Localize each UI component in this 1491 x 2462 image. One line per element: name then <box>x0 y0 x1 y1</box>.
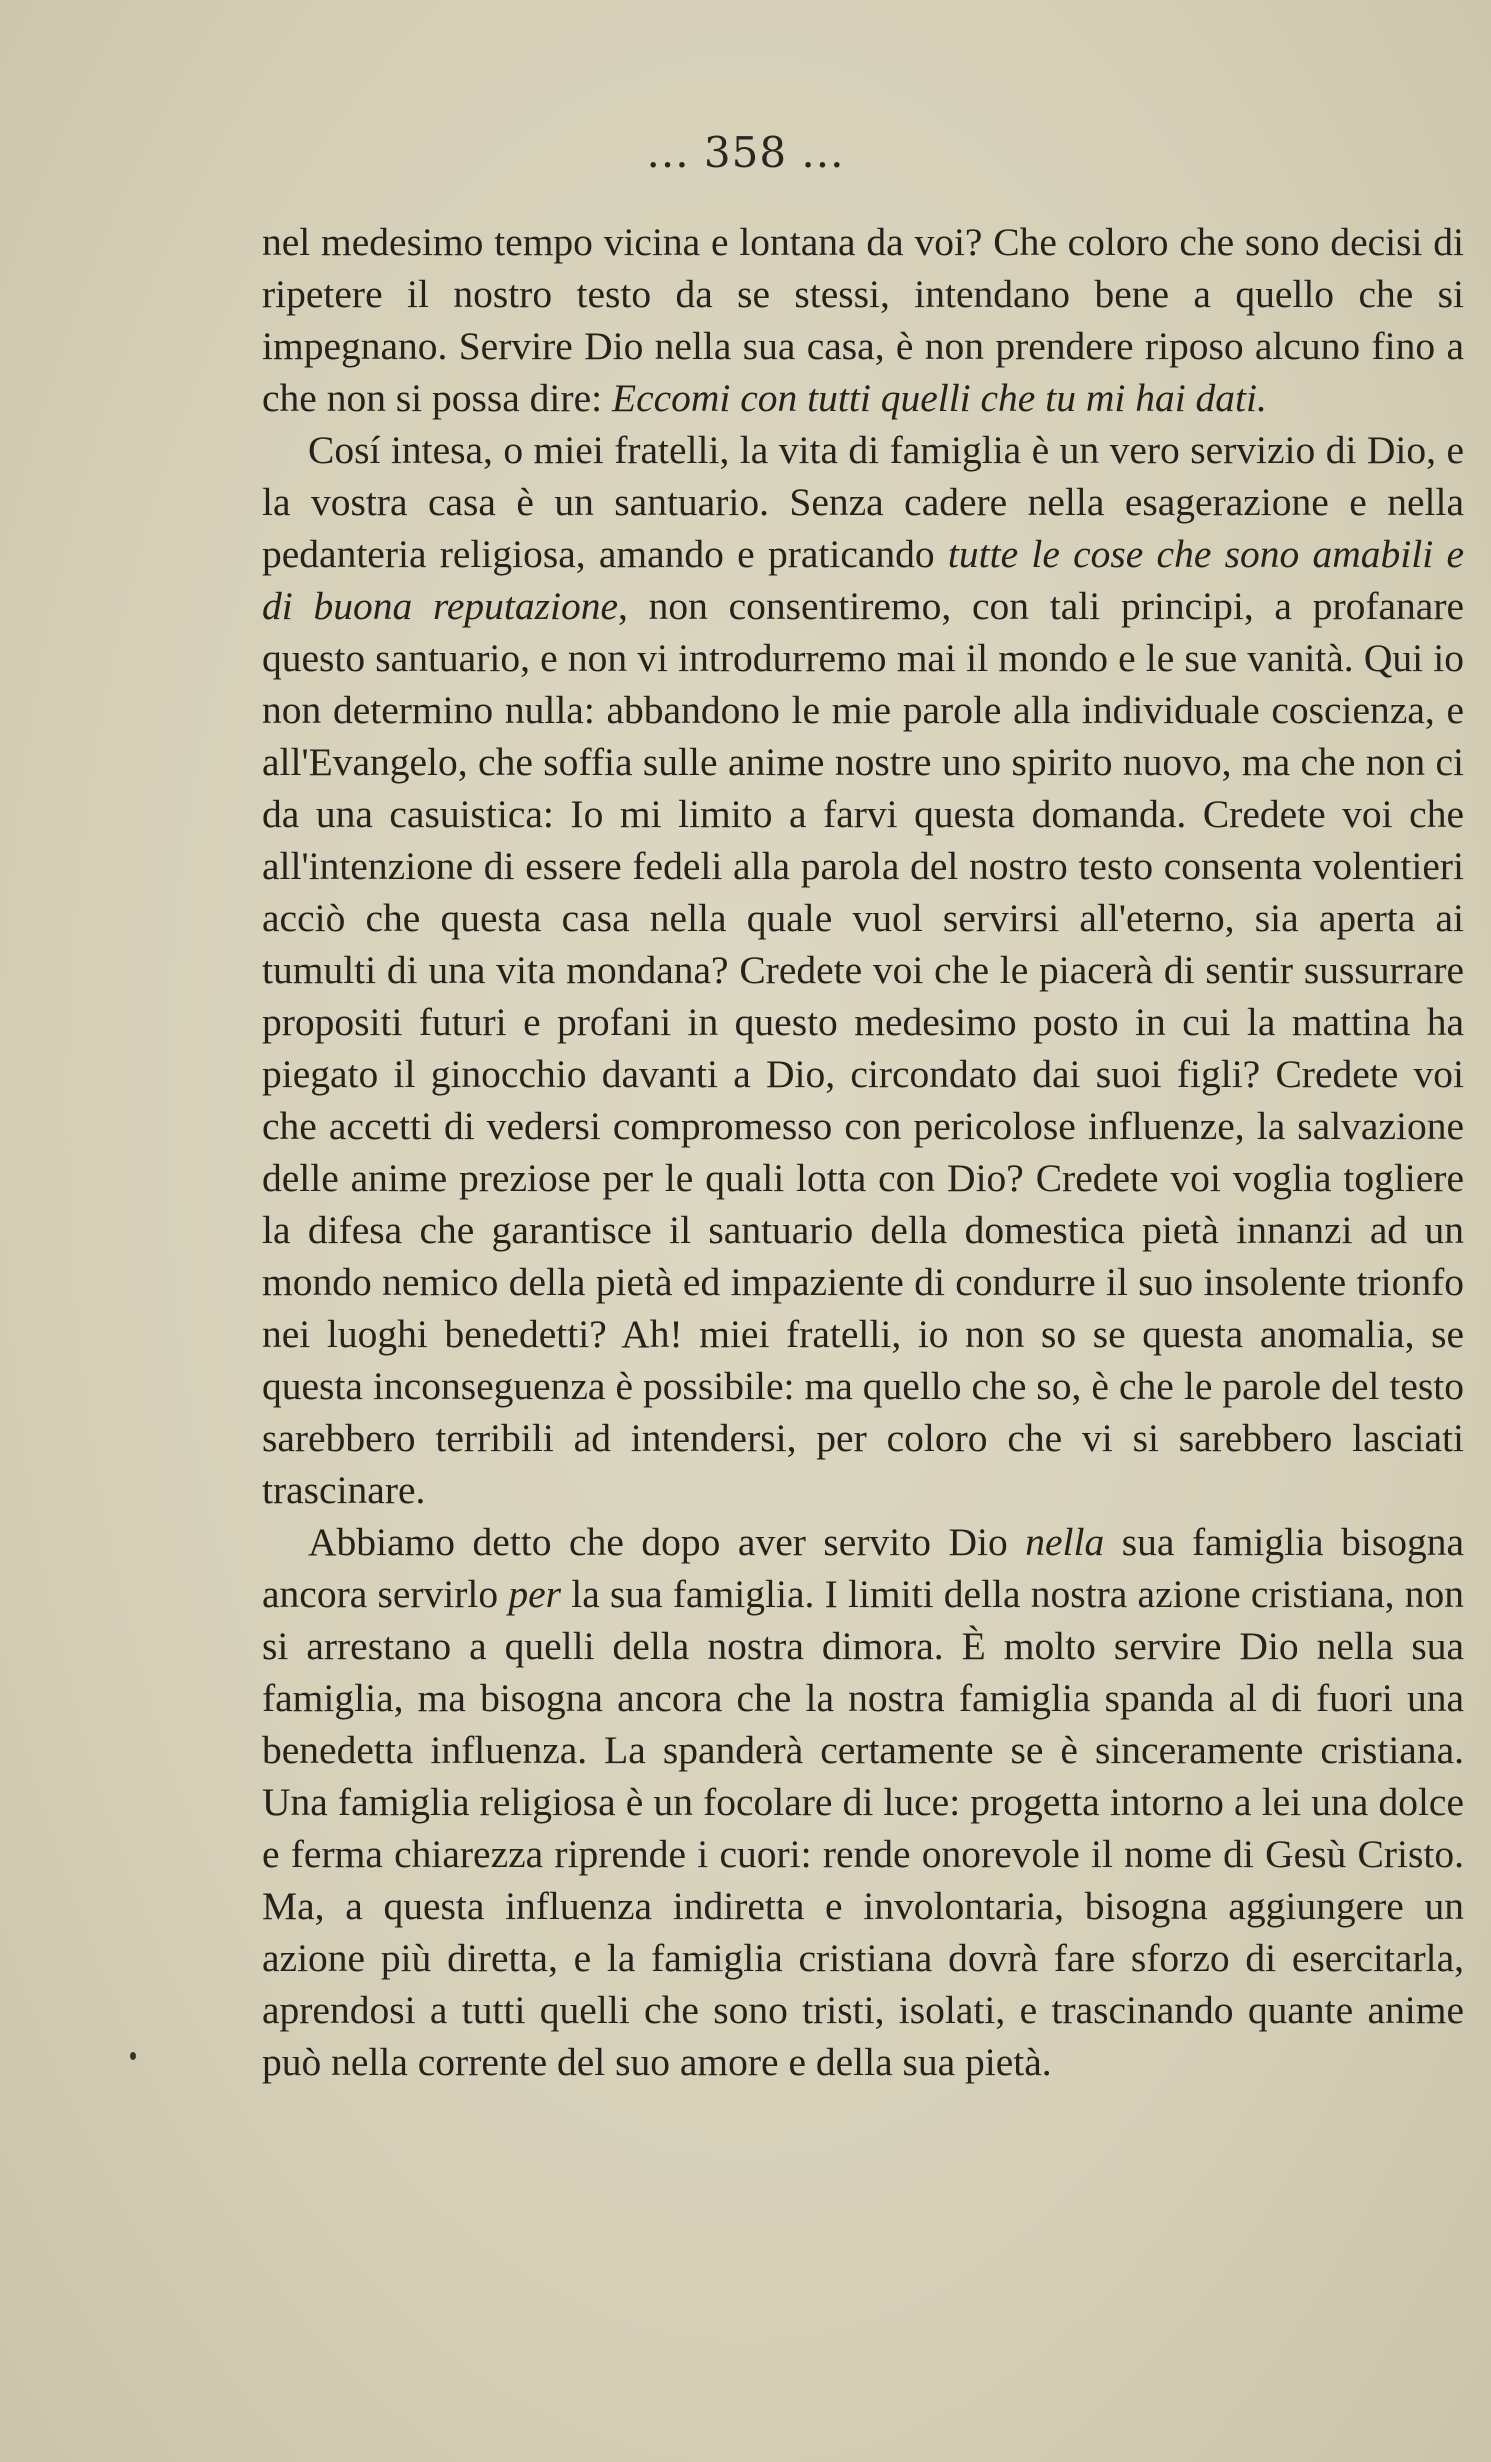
text-segment: sua famiglia bisogna ancora servirlo <box>262 1520 1464 1616</box>
italic-word: nella <box>1025 1520 1105 1564</box>
ink-speck <box>130 2052 136 2060</box>
page-number: ... 358 ... <box>646 128 845 177</box>
text-segment: nel medesimo tempo vicina e lontana da voi? Che coloro che sono decisi di ripetere il nostro testo da se stessi, intendano bene a quello che si impegnano. Servire Dio nella sua casa, è non prendere riposo alcuno fino a che non si possa dire: <box>262 220 1464 420</box>
text-segment: , non consentiremo, con tali principi, a profanare questo santuario, e non vi introdurremo mai il mondo e le sue vanità. Qui io non determino nulla: abbandono le mie parole alla individuale coscienza, e all'Evangelo, che soffia sulle anime nostre uno spirito nuovo, ma che non ci da una casuistica: Io mi limito a farvi questa domanda. Credete voi che all'intenzione di essere fedeli alla parola del nostro testo consenta volentieri acciò che questa casa nella quale vuol servirsi all'eterno, sia aperta ai tumulti di una vita mondana? Credete voi che le piacerà di sentir sussurrare propositi futuri e profani in questo medesimo posto in cui la mattina ha piegato il ginocchio davanti a Dio, circondato dai suoi figli? Credete voi che accetti di vedersi compromesso con pericolose influenze, la salvazione delle anime preziose per le quali lotta con Dio? Credete voi voglia togliere la difesa che garantisce il santuario della domestica pietà innanzi ad un mondo nemico della pietà ed impaziente di condurre il suo insolente trionfo nei luoghi benedetti? Ah! miei fratelli, io non so se questa anomalia, se questa inconseguenza è possibile: ma quello che so, è che le parole del testo sarebbero terribili ad intendersi, per coloro che vi si sarebbero lasciati trascinare. <box>262 584 1465 1512</box>
paragraph-1 <box>262 216 1464 424</box>
body-text <box>262 216 1464 2088</box>
text-segment: Abbiamo detto che dopo aver servito Dio <box>308 1520 1026 1564</box>
text-segment: Cosí intesa, o miei fratelli, la vita di famiglia è un vero servizio di Dio, e la vostra casa è un santuario. Senza cadere nella esagerazione e nella pedanteria religiosa, amando e praticando <box>262 428 1464 576</box>
paragraph-2 <box>262 424 1464 1516</box>
italic-quote: tutte le cose che sono amabili e di buona reputazione <box>262 532 1464 628</box>
paragraph-3 <box>262 1516 1464 2088</box>
text-segment: la sua famiglia. I limiti della nostra azione cristiana, non si arrestano a quelli della nostra dimora. È molto servire Dio nella sua famiglia, ma bisogna ancora che la nostra famiglia spanda al di fuori una benedetta influenza. La spanderà certamente se è sinceramente cristiana. Una famiglia religiosa è un focolare di luce: progetta intorno a lei una dolce e ferma chiarezza riprende i cuori: rende onorevole il nome di Gesù Cristo. Ma, a questa influenza indiretta e involontaria, bisogna aggiungere un azione più diretta, e la famiglia cristiana dovrà fare sforzo di esercitarla, aprendosi a tutti quelli che sono tristi, isolati, e trascinando quante anime può nella corrente del suo amore e della sua pietà. <box>262 1572 1464 2084</box>
italic-quote: Eccomi con tutti quelli che tu mi hai dati. <box>611 376 1267 420</box>
italic-word: per <box>508 1572 562 1616</box>
